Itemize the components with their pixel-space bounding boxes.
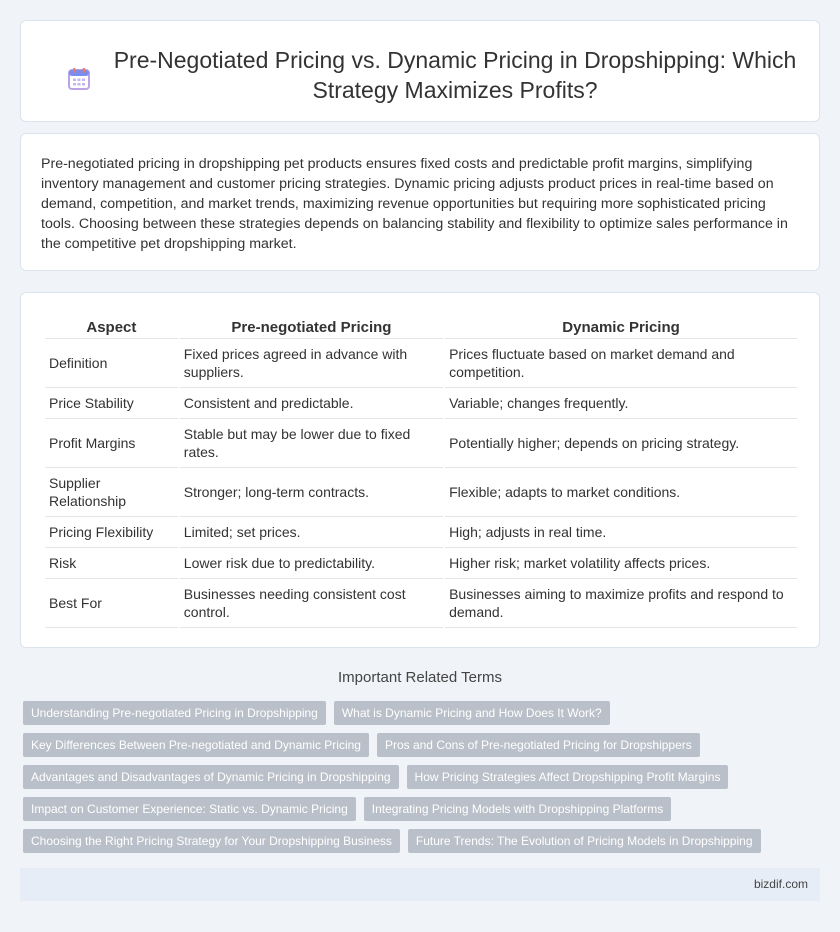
header-aspect: Aspect <box>45 317 178 339</box>
table-cell: Flexible; adapts to market conditions. <box>445 468 797 517</box>
related-terms-heading: Important Related Terms <box>338 669 502 686</box>
table-cell: Pricing Flexibility <box>45 517 178 548</box>
table-cell: Supplier Relationship <box>45 468 178 517</box>
table-cell: Price Stability <box>45 388 178 419</box>
related-term-link[interactable]: What is Dynamic Pricing and How Does It Work? <box>334 701 610 725</box>
related-terms-list <box>23 701 823 853</box>
related-term-link[interactable]: Advantages and Disadvantages of Dynamic Pricing in Dropshipping <box>23 765 399 789</box>
table-row <box>45 419 797 468</box>
related-term-link[interactable]: Key Differences Between Pre-negotiated and Dynamic Pricing <box>23 733 369 757</box>
site-name[interactable]: bizdif.com <box>753 877 808 891</box>
table-cell: Profit Margins <box>45 419 178 468</box>
title-card <box>20 20 820 122</box>
table-row <box>45 548 797 579</box>
header-dynamic: Dynamic Pricing <box>445 317 797 339</box>
table-row <box>45 468 797 517</box>
related-term-link[interactable]: Impact on Customer Experience: Static vs. Dynamic Pricing <box>23 797 356 821</box>
calendar-icon <box>67 67 91 91</box>
table-cell: Higher risk; market volatility affects prices. <box>445 548 797 579</box>
related-term-link[interactable]: How Pricing Strategies Affect Dropshipping Profit Margins <box>407 765 729 789</box>
table-row <box>45 388 797 419</box>
table-cell: Potentially higher; depends on pricing strategy. <box>445 419 797 468</box>
table-cell: Consistent and predictable. <box>180 388 443 419</box>
table-cell: Prices fluctuate based on market demand and competition. <box>445 339 797 388</box>
table-cell: Best For <box>45 579 178 628</box>
table-cell: Businesses aiming to maximize profits and respond to demand. <box>445 579 797 628</box>
table-cell: Stable but may be lower due to fixed rates. <box>180 419 443 468</box>
table-cell: Variable; changes frequently. <box>445 388 797 419</box>
table-cell: Businesses needing consistent cost control. <box>180 579 443 628</box>
table-row <box>45 579 797 628</box>
table-cell: Limited; set prices. <box>180 517 443 548</box>
related-term-link[interactable]: Future Trends: The Evolution of Pricing Models in Dropshipping <box>408 829 761 853</box>
table-row <box>45 339 797 388</box>
table-cell: Fixed prices agreed in advance with suppliers. <box>180 339 443 388</box>
table-row <box>45 517 797 548</box>
table-cell: Definition <box>45 339 178 388</box>
footer <box>20 868 820 901</box>
table-cell: High; adjusts in real time. <box>445 517 797 548</box>
related-term-link[interactable]: Pros and Cons of Pre-negotiated Pricing for Dropshippers <box>377 733 700 757</box>
page-title: Pre-Negotiated Pricing vs. Dynamic Pricing in Dropshipping: Which Strategy Maximizes Profits? <box>113 47 797 103</box>
intro-paragraph: Pre-negotiated pricing in dropshipping pet products ensures fixed costs and predictable profit margins, simplifying inventory management and customer pricing strategies. Dynamic pricing adjusts product prices in real-time based on demand, competition, and market trends, maximizing revenue opportunities but requiring more sophisticated pricing tools. Choosing between these strategies depends on balancing stability and flexibility to optimize sales performance in the competitive pet dropshipping market. <box>41 156 788 252</box>
related-term-link[interactable]: Understanding Pre-negotiated Pricing in Dropshipping <box>23 701 326 725</box>
table-cell: Risk <box>45 548 178 579</box>
related-term-link[interactable]: Choosing the Right Pricing Strategy for Your Dropshipping Business <box>23 829 400 853</box>
header-pre-negotiated: Pre-negotiated Pricing <box>180 317 443 339</box>
table-header-row <box>45 317 797 339</box>
related-term-link[interactable]: Integrating Pricing Models with Dropshipping Platforms <box>364 797 671 821</box>
intro-card <box>20 133 820 271</box>
comparison-table <box>43 317 799 628</box>
table-cell: Lower risk due to predictability. <box>180 548 443 579</box>
comparison-card <box>20 292 820 648</box>
table-cell: Stronger; long-term contracts. <box>180 468 443 517</box>
